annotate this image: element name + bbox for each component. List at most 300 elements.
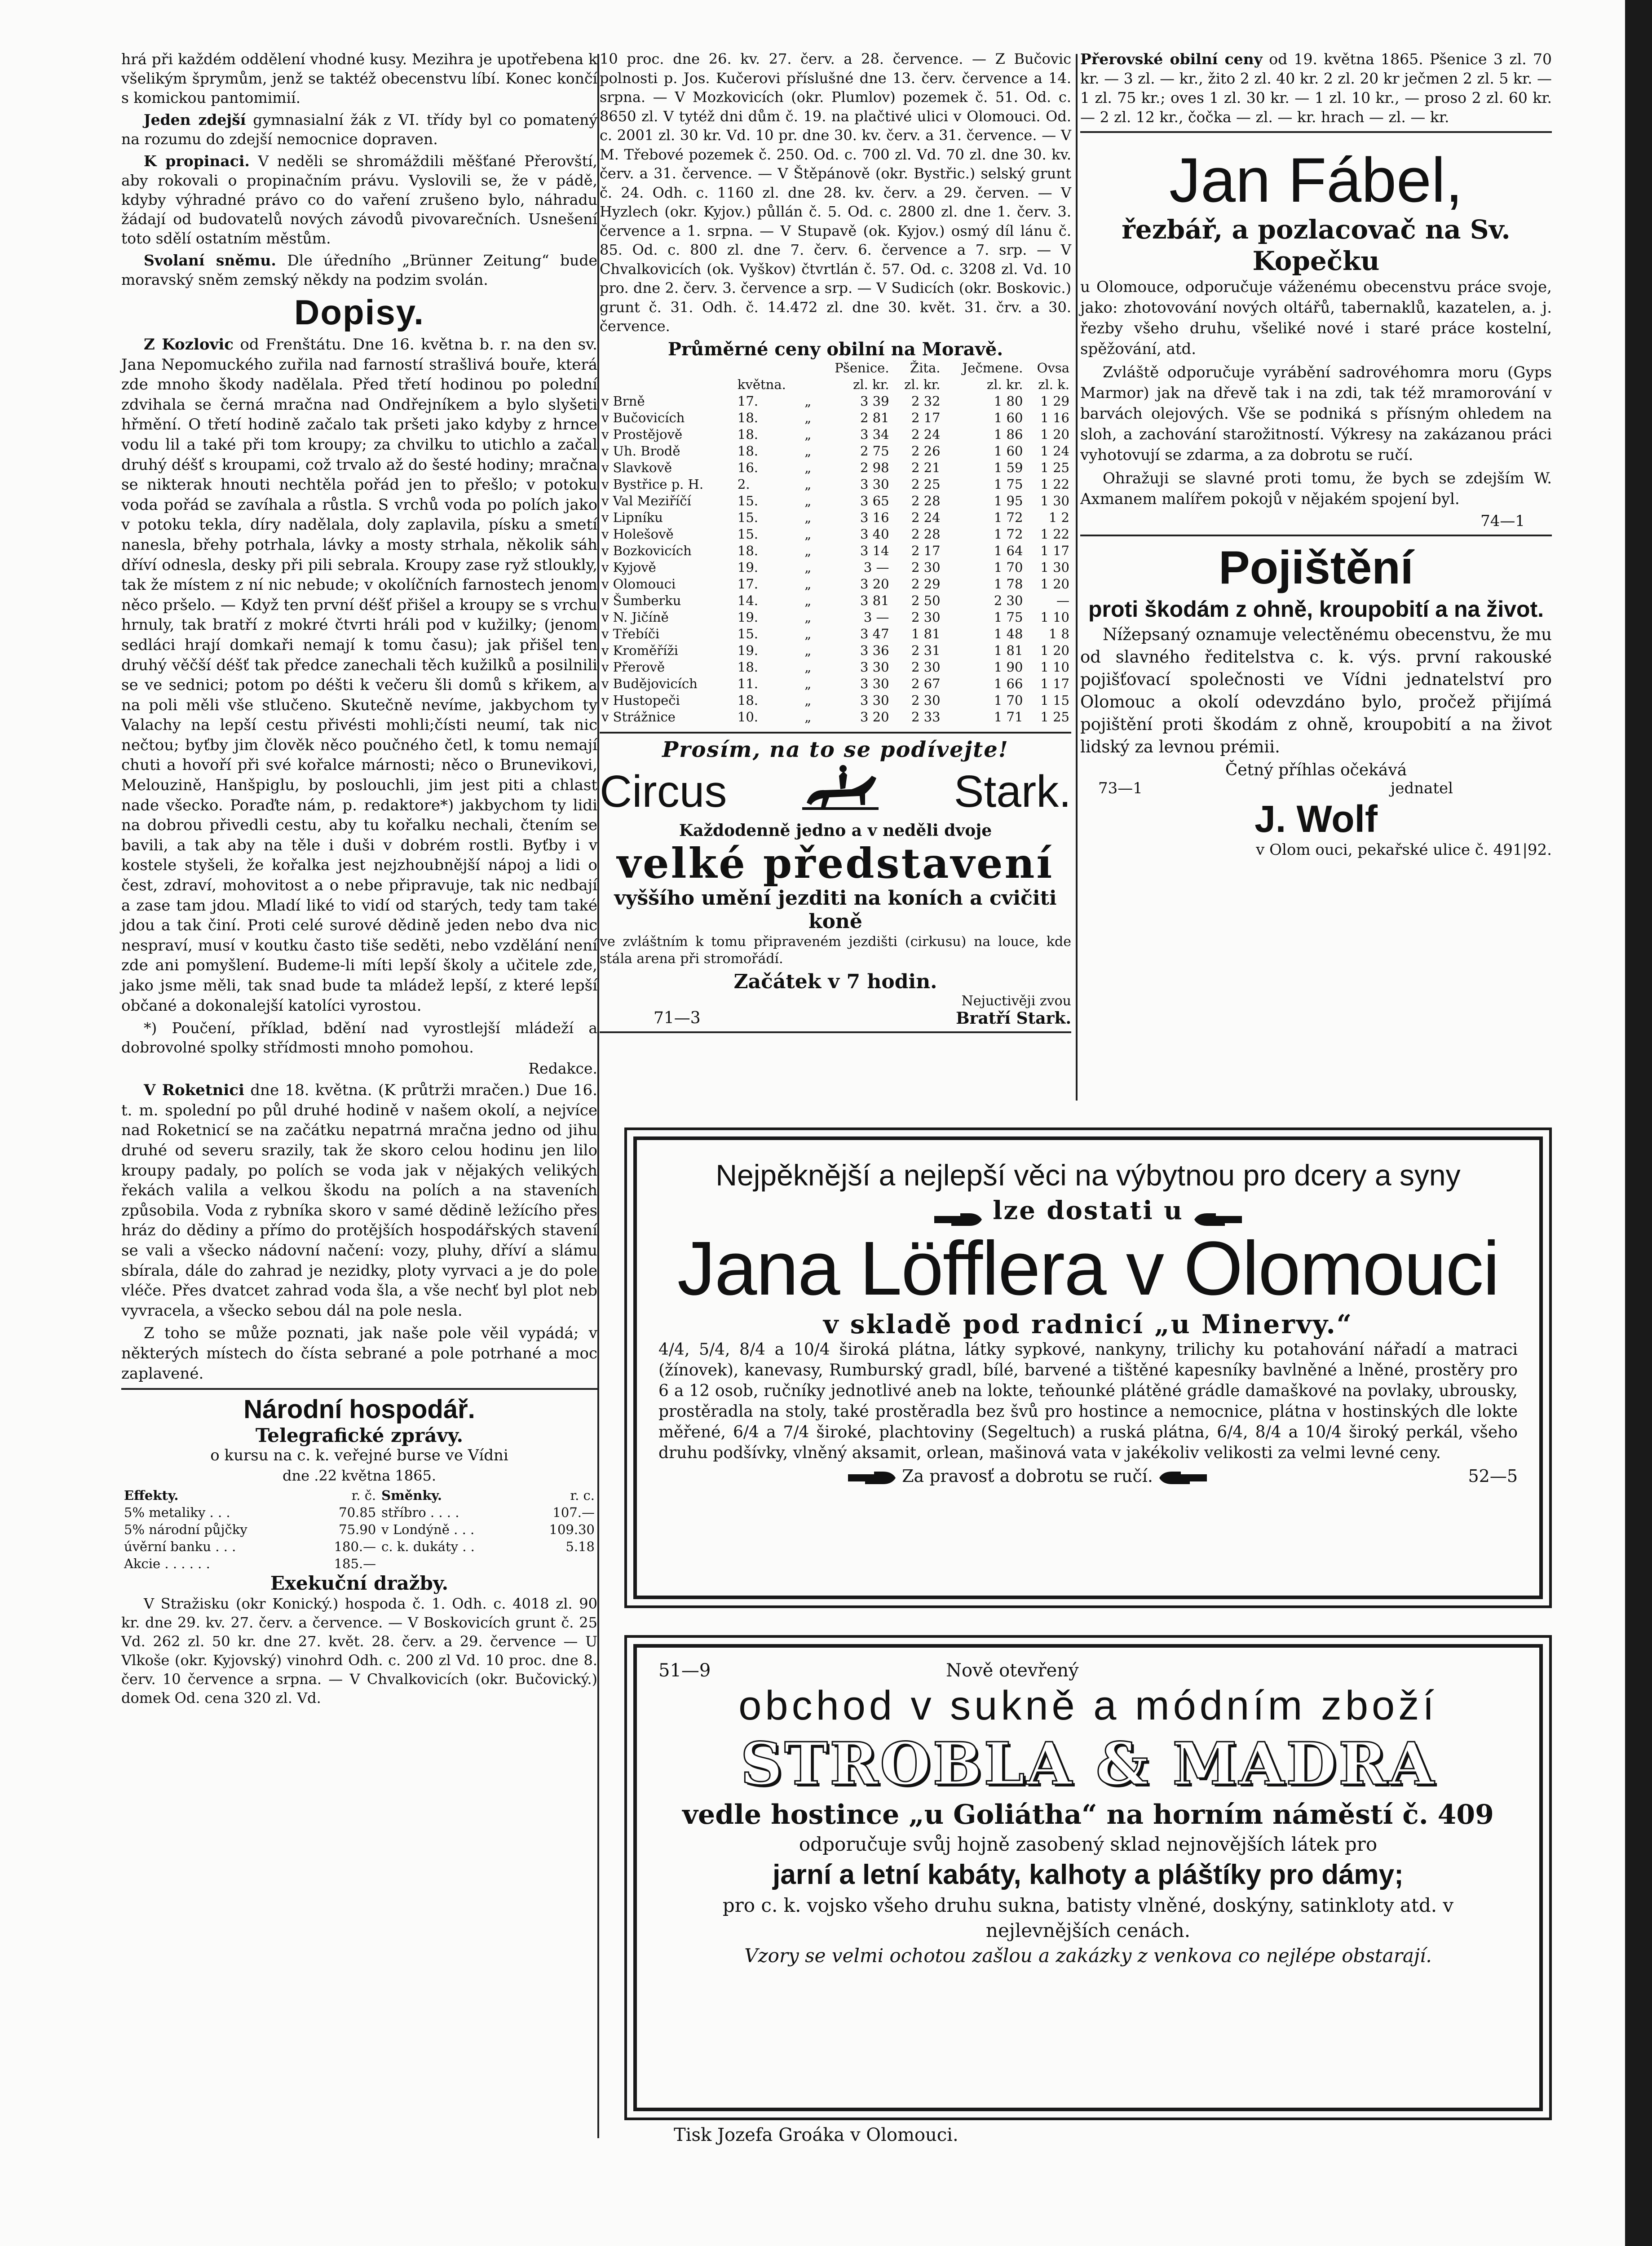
cell: v N. Jičíně — [601, 609, 669, 625]
cell: 1 30 — [1040, 559, 1069, 575]
cell: v Kyjově — [601, 559, 656, 575]
cell: „ — [804, 642, 812, 658]
cell: v Strážnice — [601, 709, 676, 725]
cell: „ — [804, 443, 812, 459]
agent-name: J. Wolf — [1254, 798, 1378, 840]
grain-prices-prerov — [1080, 49, 1552, 127]
ad-body: 4/4, 5/4, 8/4 a 10/4 široká plátna, látky sypkové, nankyny, trilichy ku potahování nářadí a matraci (žínovek), kanevasy, Rumburský gradl, bílé, barvené a tištěné kapesníky bavlněné a lněné, prostěry pro 6 a 12 osob, ručníky jednotlivé aneb na lokte, teňounké plátěné grádle damaškové na povlaky, ubrousky, prostěradla na stoly, také prostěradla bez švů pro hostince a nemocnice, plátna v hostinských dle lokte měřené, 6/4 a 7/4 široké, plachtoviny (Segeltuch) a ruská plátna, 6/4, 8/4 a 10/4 široký perkál, všeho druhu podšívky, vlněný aksamit, orlean, mašinová vata v jakékoliv velikosti za velmi levné ceny. — [658, 1340, 1518, 1462]
table-row — [600, 626, 1071, 642]
cell: 2 30 — [911, 559, 941, 575]
ad-text: Nově otevřený — [946, 1660, 1079, 1681]
column-rule-1 — [597, 54, 599, 2138]
cell: „ — [804, 692, 812, 708]
cell: Pšenice. — [835, 360, 889, 376]
cell: 3 20 — [860, 576, 889, 592]
advertiser-trade: řezbář, a pozlacovač na Sv. Kopečku — [1122, 214, 1511, 276]
cell: 1 59 — [994, 460, 1023, 475]
footnote: *) Poučení, příklad, bdění nad vyrostlejší mládeží a dobrovolné spolky střídmosti mnoho pomohou. — [121, 1019, 597, 1057]
text: od Frenštátu. Dne 16. května b. r. na den sv. Jana Nepomuckého zuřila nad farností strašlivá bouře, která zde mnoho škody nadělala. Před třetí hodinou po polední zdvihala se černá mračna nad Ondřejníkem a bylo slyšeti hřmění. O třetí hodině začalo tak pršeti jako kdyby z hrnce vodu lil a také při tom kroupy; za chvilku to utichlo a začal druhý déšť s kroupami, což trvalo až do šesté hodiny; mračna se nikterak hnouti nechtěla pořád jen to přešlo; v potoku voda pořád se zavíhala a růstla. S vrchů voda po polích jako v potoku tekla, díry nadělala, doly zaplavila, písku a smetí nanesla, břehy potrhala, lávky a mosty strhala, několik sáh dříví odnesla, desky při pili sebrala. Kroupy zase ryž stloukly, tak že místem z ní nic nebude; v okolíčních farnostech jenom něco pršelo. — Když ten první déšť přišel a kroupy se s vrchu hrnuly, tak bratří z mokré čtvrti hráli pod v kužilky; (jenom sedláci hrají domkaři nemají k tomu času); jak přišel ten druhý věčší déšť tak předce zanechali těch kužilků a posilnili se ve sednici; potom po déšti k večeru šli domů s křikem, a na poli měli vše stlučeno. Skutečně nevíme, jakbychom ty Valachy na lepší cestu přivésti mohli;čísti neumí, tak nic nečtou; byťby jim člověk něco poučného četl, k tomu nemají chuti a hovoří při své kořalce márnosti; něco o Brunevikovi, Melouzině, Hanšpiglu, by poslouchli, jim jest piti a chlast nade všecko. Poraďte nám, p. redaktore*) jakbychom ty lidi na dobrou přivedli cestu, aby tu kořalku nechali, čtením se bavili, a tak aby na těle i duši v dobrém rostli. Byťby i v kostele styšeli, že kořalka jest nejzhoubnější nápoj a lidi o čest, zdraví, mohovitost a o nebe připravuje, tak nic nedbají a zase tam jdou. Mladí liké to vidí od starých, tedy tam také jdou a tak činí. Proti celé surové dědině jeden nebo dva nic nespraví, musí v koutku často tiše seděti, nebo vzdělání není zde ani pomyšlení. Budeme-li míti lepší školy a učitele zde, jako jsme měli, tak snad bude ta mládež lepší, z které lepší občané a dokonalejší katolíci vyrostou. — [121, 336, 597, 1015]
cell: „ — [804, 626, 812, 641]
cell: 2 30 — [911, 609, 941, 625]
cell: 1 60 — [994, 410, 1023, 425]
cell: „ — [804, 543, 812, 558]
cell: 2 31 — [911, 642, 941, 658]
subtitle: o kursu na c. k. veřejné burse ve Vídni — [210, 1446, 508, 1465]
cell — [803, 360, 816, 376]
cell: 1 72 — [994, 509, 1023, 525]
cell: 1 71 — [994, 709, 1023, 725]
cell: 5% metaliky . . . — [124, 1505, 230, 1521]
cell: Ječmene. — [962, 360, 1023, 376]
news-item — [121, 151, 597, 248]
cell — [600, 376, 736, 393]
scan-edge — [1625, 0, 1652, 2246]
ad-text: vyššího umění jezditi na koních a cvičiti koně — [614, 886, 1057, 933]
cell: v Šumberku — [601, 592, 681, 608]
table-row — [600, 476, 1071, 493]
subsection-title: Průměrné ceny obilní na Moravě. — [667, 338, 1003, 360]
paragraph: V Stražisku (okr Konický.) hospoda č. 1. Odh. c. 4018 zl. 90 kr. dne 29. kv. 27. červ. a července. — V Boskovicích grunt č. 25 Vd. 262 zl. 50 kr. dne 27. květ. 28. červ. a 29. července — U Vlkoše (okr. Kyjovský) vinohrd Odh. c. 200 zl Vd. 10 proc. dne 8. červ. 10 července a srpna. — V Chvalkovicích (okr. Bučovický.) domek Od. cena 320 zl. Vd. — [121, 1595, 597, 1707]
lead: K propinaci. — [144, 152, 250, 170]
cell: 17. — [737, 393, 758, 409]
table-row — [600, 576, 1071, 592]
table-header — [600, 376, 1071, 393]
cell: 2 50 — [911, 592, 941, 608]
cell: 18. — [737, 410, 758, 425]
column-right — [1080, 49, 1552, 859]
cell: 3 16 — [860, 509, 889, 525]
ad-headline: obchod v sukně a módním zboží — [738, 1683, 1438, 1729]
agent-address: v Olom ouci, pekařské ulice č. 491|92. — [1256, 841, 1552, 859]
cell: „ — [804, 609, 812, 625]
cell: v Kroměříži — [601, 642, 678, 658]
cell: 109.30 — [549, 1522, 595, 1538]
column-left — [121, 49, 597, 1710]
cell: 19. — [737, 642, 758, 658]
ad-signature: Bratří Stark. — [956, 1008, 1071, 1028]
cell: 18. — [737, 543, 758, 558]
cell: 1 70 — [994, 559, 1023, 575]
cell: v Prostějově — [601, 426, 683, 442]
table-row — [121, 1538, 597, 1555]
ad-number: 74—1 — [1480, 512, 1525, 530]
text: V neděli se shromáždili měšťané Přerovští, aby rokovali o propinačním právu. Vyslovili se, že v pádě, kdyby výhradné právo co do vaření zrušeno bylo, náhradu žádají od budovatelů nových závodů pivovarečních. Usnešení toto sdělí ostatním městům. — [121, 152, 597, 247]
cell: „ — [804, 676, 812, 691]
grain-price-table — [600, 360, 1071, 725]
cell: 11. — [737, 676, 758, 691]
cell: — — [1056, 592, 1069, 608]
ad-footer — [600, 1009, 1071, 1028]
cell: „ — [804, 393, 812, 409]
cell: 3 30 — [860, 659, 889, 675]
ad-footer — [658, 1466, 1518, 1486]
letter — [121, 335, 597, 1016]
cell: 2 30 — [994, 592, 1023, 608]
cell: 1 75 — [994, 476, 1023, 492]
cell: 3 81 — [860, 592, 889, 608]
ad-text: Každodenně jedno a v neděli dvoje — [679, 821, 992, 840]
ad-big-text: velké představení — [617, 839, 1054, 888]
paragraph: 10 proc. dne 26. kv. 27. červ. a 28. července. — Z Bučovic polnosti p. Jos. Kučerovi příslušné dne 13. červ. července a 14. srpna. — V Mozkovicích (okr. Plumlov) pozemek č. 51. Od. c. 8650 zl. V tytéž dni dům č. 19. na plačtivé ulici v Olomouci. Od. c. 2001 zl. 30 kr. Vd. 10 pr. dne 30. kv. červ. a 31. července. — V M. Třebové pozemek č. 250. Od. c. 700 zl. Vd. 70 zl. dne 30. kv. červ. a 31. července. — V Štěpánově (okr. Bystřic.) selský grunt č. 24. Odh. c. 1160 zl. dne 28. kv. červ. a 29. červen. — V Hyzlech (okr. Kyjov.) půllán č. 5. Od. c. 2800 zl. dne 1. červ. 3. července a 1. srpna. — V Stupavě (ok. Kyjov.) osmý díl lánu č. 85. Od. c. 800 zl. dne 7. červ. 6. července a 7. srp. — V Chvalkovicích (ok. Vyškov) čtvrtlán č. 57. Od. c. 3208 zl. Vd. 10 pro. dne 2. červ. 3. července a srp. — V Sudicích (okr. Boskovic.) grunt č. 31. Odh. č. 14.472 zl. dne 30. květ. 31. črv. a 30. července. — [600, 50, 1071, 335]
lead: Z Kozlovic — [144, 336, 234, 354]
text: dne 18. května. (K průtrži mračen.) Due 16. t. m. spolední po půl druhé hodině v našem okolí, a nejvíce nad Roketnicí se na začátku nepatrná mračna jedno od jihu druhé od severu srazily, tak že skoro celou hodinu jen lilo kroupy padaly, po polích se voda jak v nějakých velikých řekách valila a velkou škodu na polích a na staveních způsobila. Voda z rybníka skoro v samé dědině ležícího přes hráz do dědiny a přímo do protějších hospodářských stavení se vali a všecko nádovní načení: vozy, pluhy, dříví a slámu sbírala, dále do zahrad je nezidky, ploty vyrvaci a je do pole vléče. Přes dvatcet zahrad voda šla, a vše nechť byl plot neb vyvracela, a všecko sebou dál na pole nesla. — [121, 1081, 597, 1320]
cell: stříbro . . . . — [381, 1505, 459, 1521]
cell: „ — [804, 659, 812, 675]
cell: 1 90 — [994, 659, 1023, 675]
cell: 1 80 — [994, 393, 1023, 409]
cell: 1 86 — [994, 426, 1023, 442]
ad-role: jednatel — [1390, 779, 1453, 797]
cell: „ — [804, 476, 812, 492]
ad-start: Začátek v 7 hodin. — [733, 970, 937, 993]
cell: úvěrní banku . . . — [124, 1539, 236, 1555]
cell: 18. — [737, 443, 758, 459]
cell: „ — [804, 460, 812, 475]
lead: V Roketnici — [144, 1081, 244, 1100]
cell: 1 20 — [1040, 576, 1069, 592]
cell: 3 65 — [860, 493, 889, 508]
cell: v Uh. Brodě — [601, 443, 680, 459]
divider — [1080, 535, 1552, 536]
cell: c. k. dukáty . . — [381, 1539, 475, 1555]
ad-number: 52—5 — [1468, 1466, 1518, 1486]
ad-text: odporučuje svůj hojně zasobený sklad nejnovějších látek pro — [799, 1833, 1378, 1855]
cell — [523, 1555, 597, 1572]
cell: „ — [804, 709, 812, 725]
cell: Směnky. — [381, 1488, 442, 1503]
cell: 1 24 — [1040, 443, 1069, 459]
cell: 2 28 — [911, 526, 941, 542]
paragraph: Nížepsaný oznamuje velectěnému obecenstvu, že mu od slavného ředitelstva c. k. výs. první rakouské pojišťovací společnosti ve Vídni jednatelství pro Olomouc a okolí odevzdáno bylo, pročež přijímá pojištění proti škodám z ohně, kroupobití a na život lidský za levnou prémii. — [1080, 625, 1552, 756]
text: Dle úředního „Brünner Zeitung“ bude moravský sněm zemský někdy na podzim svolán. — [121, 252, 598, 288]
cell: „ — [804, 493, 812, 508]
cell: května. — [737, 376, 786, 392]
paragraph: u Olomouce, odporučuje váženému obecenstvu práce svoje, jako: zhotovování nových oltářů, tabernaklů, kazatelen, a. j. řezby všeho druhu, všeliké nové i staré práce kostelní, spěžování, atd. — [1080, 278, 1552, 358]
cell: 1 17 — [1040, 543, 1069, 558]
merchant-name: Jana Löfflera v Olomouci — [677, 1226, 1499, 1311]
cell: 2. — [737, 476, 750, 492]
cell: v Přerově — [601, 659, 665, 675]
cell: zl. k. — [1038, 376, 1069, 392]
cell — [803, 376, 816, 393]
cell: 3 39 — [860, 393, 889, 409]
pointing-hand-icon — [933, 1204, 983, 1220]
table-row — [600, 393, 1071, 410]
loffler-ad — [624, 1127, 1552, 1608]
horse-rider-icon — [798, 762, 883, 821]
cell: r. c. — [570, 1488, 595, 1503]
cell: 2 98 — [860, 460, 889, 475]
insurance-subtitle: proti škodám z ohně, kroupobití a na život. — [1088, 597, 1544, 622]
cell: v Bystřice p. H. — [601, 476, 704, 492]
cell: „ — [804, 559, 812, 575]
circus-left: Circus — [600, 766, 727, 817]
ad-number: 71—3 — [654, 1008, 701, 1027]
cell: 1 15 — [1040, 692, 1069, 708]
cell: v Lipníku — [601, 509, 663, 525]
cell: 18. — [737, 692, 758, 708]
table-row — [600, 426, 1071, 443]
cell: 2 28 — [911, 493, 941, 508]
cell: „ — [804, 526, 812, 542]
pointing-hand-icon — [847, 1470, 897, 1486]
column-rule-2 — [1076, 54, 1078, 1101]
cell: 2 30 — [911, 692, 941, 708]
cell: 185.— — [334, 1556, 376, 1572]
cell: 2 25 — [911, 476, 941, 492]
cell: 1 78 — [994, 576, 1023, 592]
cell: r. č. — [351, 1488, 376, 1503]
cell: v Budějovicích — [601, 676, 698, 691]
cell: 14. — [737, 592, 758, 608]
cell: 2 67 — [911, 676, 941, 691]
cell: 3 36 — [860, 642, 889, 658]
cell: v Hustopeči — [601, 692, 680, 708]
cell: 1 8 — [1048, 626, 1069, 641]
cell: 1 70 — [994, 692, 1023, 708]
cell: 3 34 — [860, 426, 889, 442]
date: dne .22 května 1865. — [283, 1467, 436, 1485]
merchant-location: v skladě pod radnicí „u Minervy.“ — [823, 1309, 1353, 1340]
divider — [1080, 131, 1552, 133]
cell: v Val Meziříčí — [601, 493, 691, 508]
cell: 1 22 — [1040, 476, 1069, 492]
cell: „ — [804, 509, 812, 525]
ad-top — [658, 1660, 1518, 1681]
ad-footer — [1080, 779, 1552, 797]
cell: v Brně — [601, 393, 645, 409]
cell: zl. kr. — [904, 376, 941, 392]
table-header — [121, 1487, 597, 1504]
ad-number: 51—9 — [658, 1660, 711, 1681]
subsection-title: Telegrafické zprávy. — [255, 1424, 464, 1447]
cell: 1 81 — [994, 642, 1023, 658]
cell: 3 30 — [860, 676, 889, 691]
pointing-hand-icon — [1193, 1204, 1243, 1220]
table-row — [121, 1521, 597, 1538]
table-row — [600, 493, 1071, 509]
cell: „ — [804, 410, 812, 425]
cell: 1 72 — [994, 526, 1023, 542]
cell: 17. — [737, 576, 758, 592]
cell: „ — [804, 426, 812, 442]
cell: 18. — [737, 426, 758, 442]
table-row — [600, 609, 1071, 626]
table-row — [121, 1504, 597, 1521]
cell: 1 16 — [1040, 410, 1069, 425]
cell: Žita. — [910, 360, 941, 376]
cell: 3 20 — [860, 709, 889, 725]
cell: Ovsa — [1037, 360, 1069, 376]
table-row — [600, 526, 1071, 543]
cell: 2 17 — [911, 543, 941, 558]
table-row — [121, 1555, 597, 1572]
cell: 3 14 — [860, 543, 889, 558]
cell: 15. — [737, 493, 758, 508]
cell: 1 10 — [1040, 609, 1069, 625]
cell: 3 30 — [860, 476, 889, 492]
ad-invite: Nejuctivěji zvou — [961, 993, 1071, 1009]
cell: 19. — [737, 609, 758, 625]
table-row — [600, 592, 1071, 609]
cell: 1 64 — [994, 543, 1023, 558]
table-row — [600, 659, 1071, 676]
cell: 18. — [737, 659, 758, 675]
cell: 2 24 — [911, 426, 941, 442]
cell: v Slavkově — [601, 460, 672, 475]
circus-ad — [600, 732, 1071, 1033]
letter — [121, 1080, 597, 1321]
cell: „ — [804, 592, 812, 608]
cell: v Třebíči — [601, 626, 660, 641]
ad-highlight: jarní a letní kabáty, kalhoty a pláštíky pro dámy; — [773, 1859, 1404, 1890]
cell: 180.— — [334, 1539, 376, 1555]
insurance-title: Pojištění — [1219, 542, 1413, 594]
cell: 1 95 — [994, 493, 1023, 508]
printer-imprint: Tisk Jozefa Groáka v Olomouci. — [674, 2125, 959, 2145]
ad-guarantee — [658, 1466, 1208, 1486]
cell: v Londýně . . . — [381, 1522, 475, 1538]
cell: 3 47 — [860, 626, 889, 641]
table-row — [600, 443, 1071, 460]
cell: 2 29 — [911, 576, 941, 592]
cell: 10. — [737, 709, 758, 725]
cell: v Holešově — [601, 526, 674, 542]
cell: 3 40 — [860, 526, 889, 542]
cell: 19. — [737, 559, 758, 575]
cell: 1 29 — [1040, 393, 1069, 409]
cell: 1 30 — [1040, 493, 1069, 508]
cell: 3 — — [863, 559, 889, 575]
cell: 5% národní půjčky — [124, 1522, 247, 1538]
strobl-madr-ad — [624, 1635, 1552, 2120]
ad-text: Vzory se velmi ochotou zašlou a zakázky z venkova co nejlépe obstarají. — [744, 1945, 1432, 1967]
footnote-signature: Redakce. — [528, 1060, 597, 1078]
news-item — [121, 110, 597, 149]
cell: 2 32 — [911, 393, 941, 409]
table-row — [600, 410, 1071, 426]
table-row — [600, 692, 1071, 709]
ad-headline: Prosím, na to se podívejte! — [662, 737, 1009, 762]
cell: 2 33 — [911, 709, 941, 725]
cell: 1 60 — [994, 443, 1023, 459]
cell: zl. kr. — [986, 376, 1023, 392]
cell: v Bučovicích — [601, 410, 685, 425]
cell: 1 25 — [1040, 709, 1069, 725]
merchant-name: STROBLA & MADRA — [740, 1729, 1436, 1798]
paragraph: Zvláště odporučuje vyrábění sadrovéhomra moru (Gyps Marmor) jak na dřevě tak i na zdi, tak též mramorování v barvách olejových. Vše se podniká s přísným ohledem na sloh, a zachování starožitností. Výkresy na zakázanou práci vyhotovují se zdarma, a za dobrotu se ručí. — [1080, 363, 1552, 464]
cell: 1 20 — [1040, 426, 1069, 442]
table-row — [600, 509, 1071, 526]
cell: 1 25 — [1040, 460, 1069, 475]
paragraph: Ohražuji se slavné proti tomu, že bych se zdejším W. Axmanem malířem pokojů v nějakém spojení byl. — [1080, 469, 1552, 508]
ad-headline: Nejpěknější a nejlepší věci na výbytnou pro dcery a syny — [716, 1158, 1461, 1192]
advertiser-name: Jan Fábel, — [1169, 145, 1463, 215]
cell: Effekty. — [124, 1488, 179, 1503]
merchant-address: vedle hostince „u Goliátha“ na horním náměstí č. 409 — [682, 1799, 1494, 1830]
cell: 1 66 — [994, 676, 1023, 691]
table-row — [600, 642, 1071, 659]
cell: 3 — — [863, 609, 889, 625]
cell: „ — [804, 576, 812, 592]
text: gymnasialní žák z VI. třídy byl co pomatený na rozumu do zdejší nemocnice dopraven. — [121, 111, 598, 148]
circus-title — [600, 762, 1071, 821]
cell: 1 20 — [1040, 642, 1069, 658]
text: lze dostati u — [993, 1196, 1184, 1225]
divider — [121, 1388, 597, 1390]
table-row — [600, 676, 1071, 692]
cell: 3 30 — [860, 692, 889, 708]
news-item — [121, 251, 597, 289]
column-middle — [600, 49, 1071, 1033]
cell: 1 75 — [994, 609, 1023, 625]
table-row — [600, 709, 1071, 725]
cell: Akcie . . . . . . — [124, 1556, 210, 1572]
table-row — [600, 559, 1071, 576]
cell: v Olomouci — [601, 576, 676, 592]
cell — [379, 1555, 523, 1572]
paragraph: Z toho se může poznati, jak naše pole věil vypádá; v některých místech do čísta sebrané a pole potrhané a moc zaplavené. — [121, 1324, 597, 1383]
cell: 1 81 — [911, 626, 941, 641]
cell: 2 24 — [911, 509, 941, 525]
cell: 1 2 — [1048, 509, 1069, 525]
cell: 2 21 — [911, 460, 941, 475]
cell: 2 17 — [911, 410, 941, 425]
exchange-table — [121, 1487, 597, 1572]
cell: 1 22 — [1040, 526, 1069, 542]
pointing-hand-icon — [1158, 1470, 1208, 1486]
cell: 70.85 — [339, 1505, 376, 1521]
lead: Přerovské obilní ceny — [1080, 50, 1263, 68]
ad-text: ve zvláštním k tomu připraveném jezdišti (cirkusu) na louce, kde stála arena při stromořádí. — [600, 933, 1071, 967]
cell: 15. — [737, 509, 758, 525]
cell — [736, 360, 803, 376]
cell: 5.18 — [565, 1539, 595, 1555]
lead: Svolaní sněmu. — [144, 252, 276, 269]
text: Za pravosť a dobrotu se ručí. — [902, 1466, 1153, 1486]
cell: 1 48 — [994, 626, 1023, 641]
cell: 107.— — [552, 1505, 595, 1521]
table-row — [600, 460, 1071, 476]
cell: 15. — [737, 626, 758, 641]
text: od 19. května 1865. Pšenice 3 zl. 70 kr. — 3 zl. — kr., žito 2 zl. 40 kr. 2 zl. 20 kr ječmen 2 zl. 5 kr. — 1 zl. 75 kr.; oves 1 zl. 30 kr. — 1 zl. 10 kr., — proso 2 zl. 60 kr. — 2 zl. 12 kr., čočka — zl. — kr. hrach — zl. — kr. — [1080, 50, 1552, 126]
circus-right: Stark. — [954, 766, 1071, 817]
cell: 15. — [737, 526, 758, 542]
cell: zl. kr. — [853, 376, 889, 392]
table-row — [600, 543, 1071, 559]
section-title: Národní hospodář. — [243, 1395, 475, 1424]
paragraph: hrá při každém oddělení vhodné kusy. Mezihra je upotřebena k všelikým šprymům, jenž se taktéž obecenstvu líbí. Konec končí s komickou pantomimií. — [121, 50, 597, 106]
table-header — [600, 360, 1071, 376]
subsection-title: Exekuční dražby. — [270, 1572, 449, 1595]
cell: 2 81 — [860, 410, 889, 425]
ad-line — [658, 1196, 1518, 1225]
cell: 75.90 — [339, 1522, 376, 1538]
lead: Jeden zdejší — [144, 111, 246, 128]
ad-number: 73—1 — [1098, 779, 1143, 797]
cell: 1 17 — [1040, 676, 1069, 691]
cell: v Bozkovicích — [601, 543, 692, 558]
ad-text: Četný příhlas očekává — [1225, 761, 1407, 779]
ad-text: pro c. k. vojsko všeho druhu sukna, batisty vlněné, doskýny, satinkloty atd. v nejlevnějších cenách. — [722, 1894, 1454, 1941]
cell: 2 30 — [911, 659, 941, 675]
cell: 2 75 — [860, 443, 889, 459]
cell: 16. — [737, 460, 758, 475]
cell — [600, 360, 736, 376]
cell: 1 10 — [1040, 659, 1069, 675]
cell: 2 26 — [911, 443, 941, 459]
section-title: Dopisy. — [294, 292, 424, 332]
